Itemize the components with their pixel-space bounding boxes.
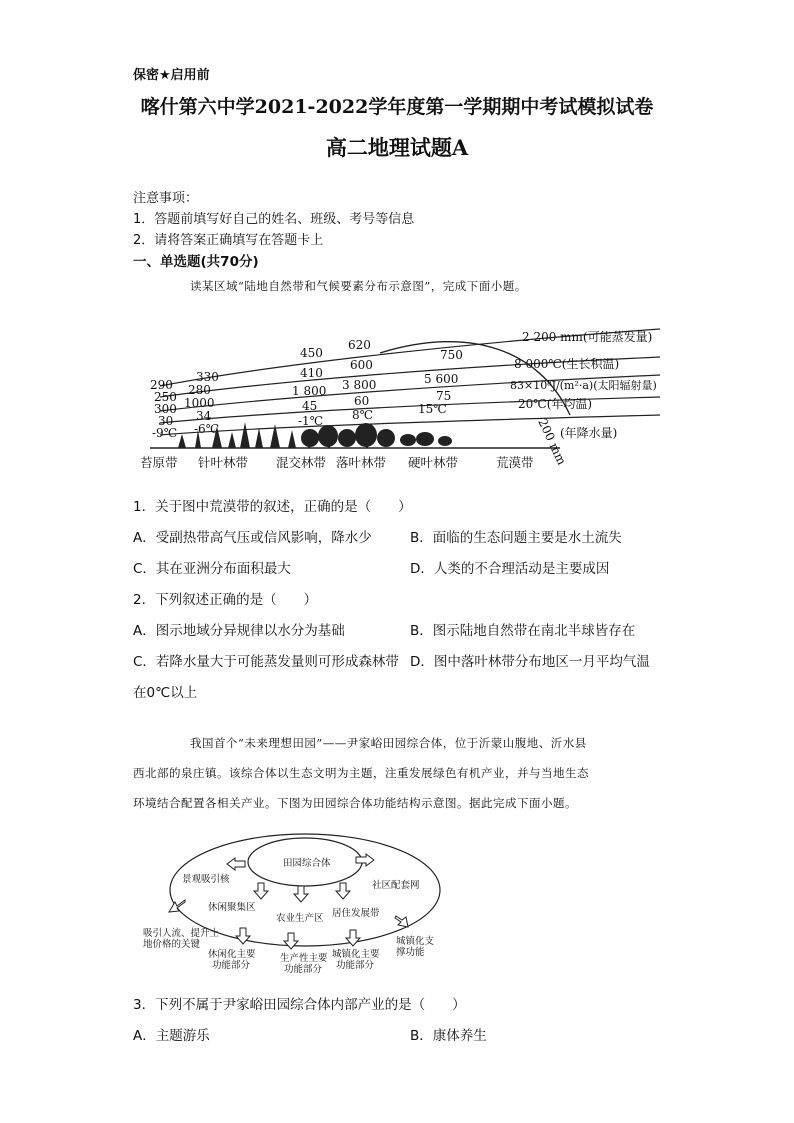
svg-text:20℃(年均温): 20℃(年均温) <box>518 397 593 411</box>
svg-text:社区配套网: 社区配套网 <box>372 880 420 891</box>
svg-text:居住发展带: 居住发展带 <box>332 908 380 919</box>
svg-text:-1℃: -1℃ <box>298 414 324 428</box>
svg-text:620: 620 <box>348 338 371 352</box>
svg-text:2 200 mm(可能蒸发量): 2 200 mm(可能蒸发量) <box>522 330 653 344</box>
svg-text:混交林带: 混交林带 <box>276 455 327 470</box>
svg-text:83×10⁸J/(m²·a)(太阳辐射量): 83×10⁸J/(m²·a)(太阳辐射量) <box>510 379 657 392</box>
q2-option-a[interactable]: A．图示地域分异规律以水分为基础 <box>133 623 345 639</box>
svg-text:1000: 1000 <box>184 396 215 410</box>
svg-text:30: 30 <box>158 414 174 428</box>
svg-text:300: 300 <box>154 402 177 416</box>
svg-text:8 000℃(生长积温): 8 000℃(生长积温) <box>514 357 620 371</box>
svg-text:景观吸引核: 景观吸引核 <box>182 874 230 885</box>
confidential-mark: 保密★启用前 <box>133 68 210 83</box>
q1-option-d[interactable]: D．人类的不合理活动是主要成因 <box>410 561 610 577</box>
notes-heading: 注意事项： <box>133 191 199 206</box>
svg-text:60: 60 <box>354 394 370 408</box>
svg-text:-9℃: -9℃ <box>152 426 178 440</box>
svg-text:280: 280 <box>188 383 211 397</box>
svg-text:功能部分: 功能部分 <box>336 960 375 971</box>
svg-text:45: 45 <box>302 399 318 413</box>
svg-text:生产性主要: 生产性主要 <box>280 953 328 964</box>
svg-text:功能部分: 功能部分 <box>212 960 251 971</box>
q1-stem: 1．关于图中荒漠带的叙述，正确的是（ ） <box>133 499 412 515</box>
q3-option-a[interactable]: A．主题游乐 <box>133 1028 210 1044</box>
svg-text:苔原带: 苔原带 <box>140 455 178 470</box>
svg-text:吸引人流、提升土: 吸引人流、提升土 <box>143 928 220 939</box>
q2-stem: 2．下列叙述正确的是（ ） <box>133 592 318 608</box>
svg-text:200 mm: 200 mm <box>535 416 569 468</box>
svg-text:落叶林带: 落叶林带 <box>336 455 387 470</box>
svg-text:硬叶林带: 硬叶林带 <box>408 455 459 470</box>
svg-text:290: 290 <box>150 378 173 392</box>
exam-subtitle: 高二地理试题A <box>325 135 469 160</box>
svg-text:450: 450 <box>300 346 323 360</box>
svg-text:5 600: 5 600 <box>424 372 459 386</box>
svg-text:撑功能: 撑功能 <box>396 947 425 958</box>
svg-text:休闲聚集区: 休闲聚集区 <box>208 902 256 913</box>
svg-text:-6℃: -6℃ <box>194 422 220 436</box>
q2-option-d[interactable]: D．图中落叶林带分布地区一月平均气温 <box>410 654 650 670</box>
svg-text:田园综合体: 田园综合体 <box>283 858 331 869</box>
q1-option-a[interactable]: A．受副热带高气压或信风影响，降水少 <box>133 530 372 546</box>
svg-text:8℃: 8℃ <box>352 408 374 422</box>
svg-text:3 800: 3 800 <box>342 378 377 392</box>
svg-text:250: 250 <box>154 390 177 404</box>
q2-option-b[interactable]: B．图示陆地自然带在南北半球皆存在 <box>410 623 636 639</box>
q2-option-d-cont: 在0℃以上 <box>133 685 198 701</box>
group2-intro-line1: 我国首个“未来理想田园”——尹家峪田园综合体，位于沂蒙山腹地、沂水县 <box>190 736 587 750</box>
exam-title: 喀什第六中学2021-2022学年度第一学期期中考试模拟试卷 <box>140 96 654 118</box>
q3-option-b[interactable]: B．康体养生 <box>410 1028 487 1044</box>
svg-text:休闲化主要: 休闲化主要 <box>208 949 256 960</box>
natural-belt-diagram <box>140 305 700 475</box>
svg-text:地价格的关键: 地价格的关键 <box>143 939 201 950</box>
svg-text:针叶林带: 针叶林带 <box>198 455 249 470</box>
svg-text:城镇化支: 城镇化支 <box>396 936 435 947</box>
svg-text:城镇化主要: 城镇化主要 <box>332 949 380 960</box>
group2-intro-line3: 环境结合配置各相关产业。下图为田园综合体功能结构示意图。据此完成下面小题。 <box>133 796 577 810</box>
svg-text:荒漠带: 荒漠带 <box>496 455 534 470</box>
svg-text:34: 34 <box>196 409 212 423</box>
svg-text:75: 75 <box>436 389 452 403</box>
q1-option-b[interactable]: B．面临的生态问题主要是水土流失 <box>410 530 622 546</box>
svg-text:600: 600 <box>350 358 373 372</box>
svg-text:410: 410 <box>300 366 323 380</box>
svg-text:1 800: 1 800 <box>292 384 327 398</box>
svg-text:功能部分: 功能部分 <box>284 964 323 975</box>
svg-text:农业生产区: 农业生产区 <box>276 913 324 924</box>
q3-stem: 3．下列不属于尹家峪田园综合体内部产业的是（ ） <box>133 997 466 1013</box>
note-item-1: 1．答题前填写好自己的姓名、班级、考号等信息 <box>133 212 415 227</box>
svg-text:(年降水量): (年降水量) <box>560 426 618 440</box>
q2-option-c[interactable]: C．若降水量大于可能蒸发量则可形成森林带 <box>133 654 399 670</box>
pastoral-complex-diagram <box>140 828 460 978</box>
section-heading: 一、单选题(共70分) <box>133 254 259 270</box>
note-item-2: 2．请将答案正确填写在答题卡上 <box>133 233 324 248</box>
svg-text:15℃: 15℃ <box>418 402 447 416</box>
svg-text:750: 750 <box>440 348 463 362</box>
group1-intro: 读某区域“陆地自然带和气候要素分布示意图”，完成下面小题。 <box>190 279 527 293</box>
group2-intro-line2: 西北部的泉庄镇。该综合体以生态文明为主题，注重发展绿色有机产业，并与当地生态 <box>133 766 589 780</box>
q1-option-c[interactable]: C．其在亚洲分布面积最大 <box>133 561 291 577</box>
svg-text:330: 330 <box>196 370 219 384</box>
